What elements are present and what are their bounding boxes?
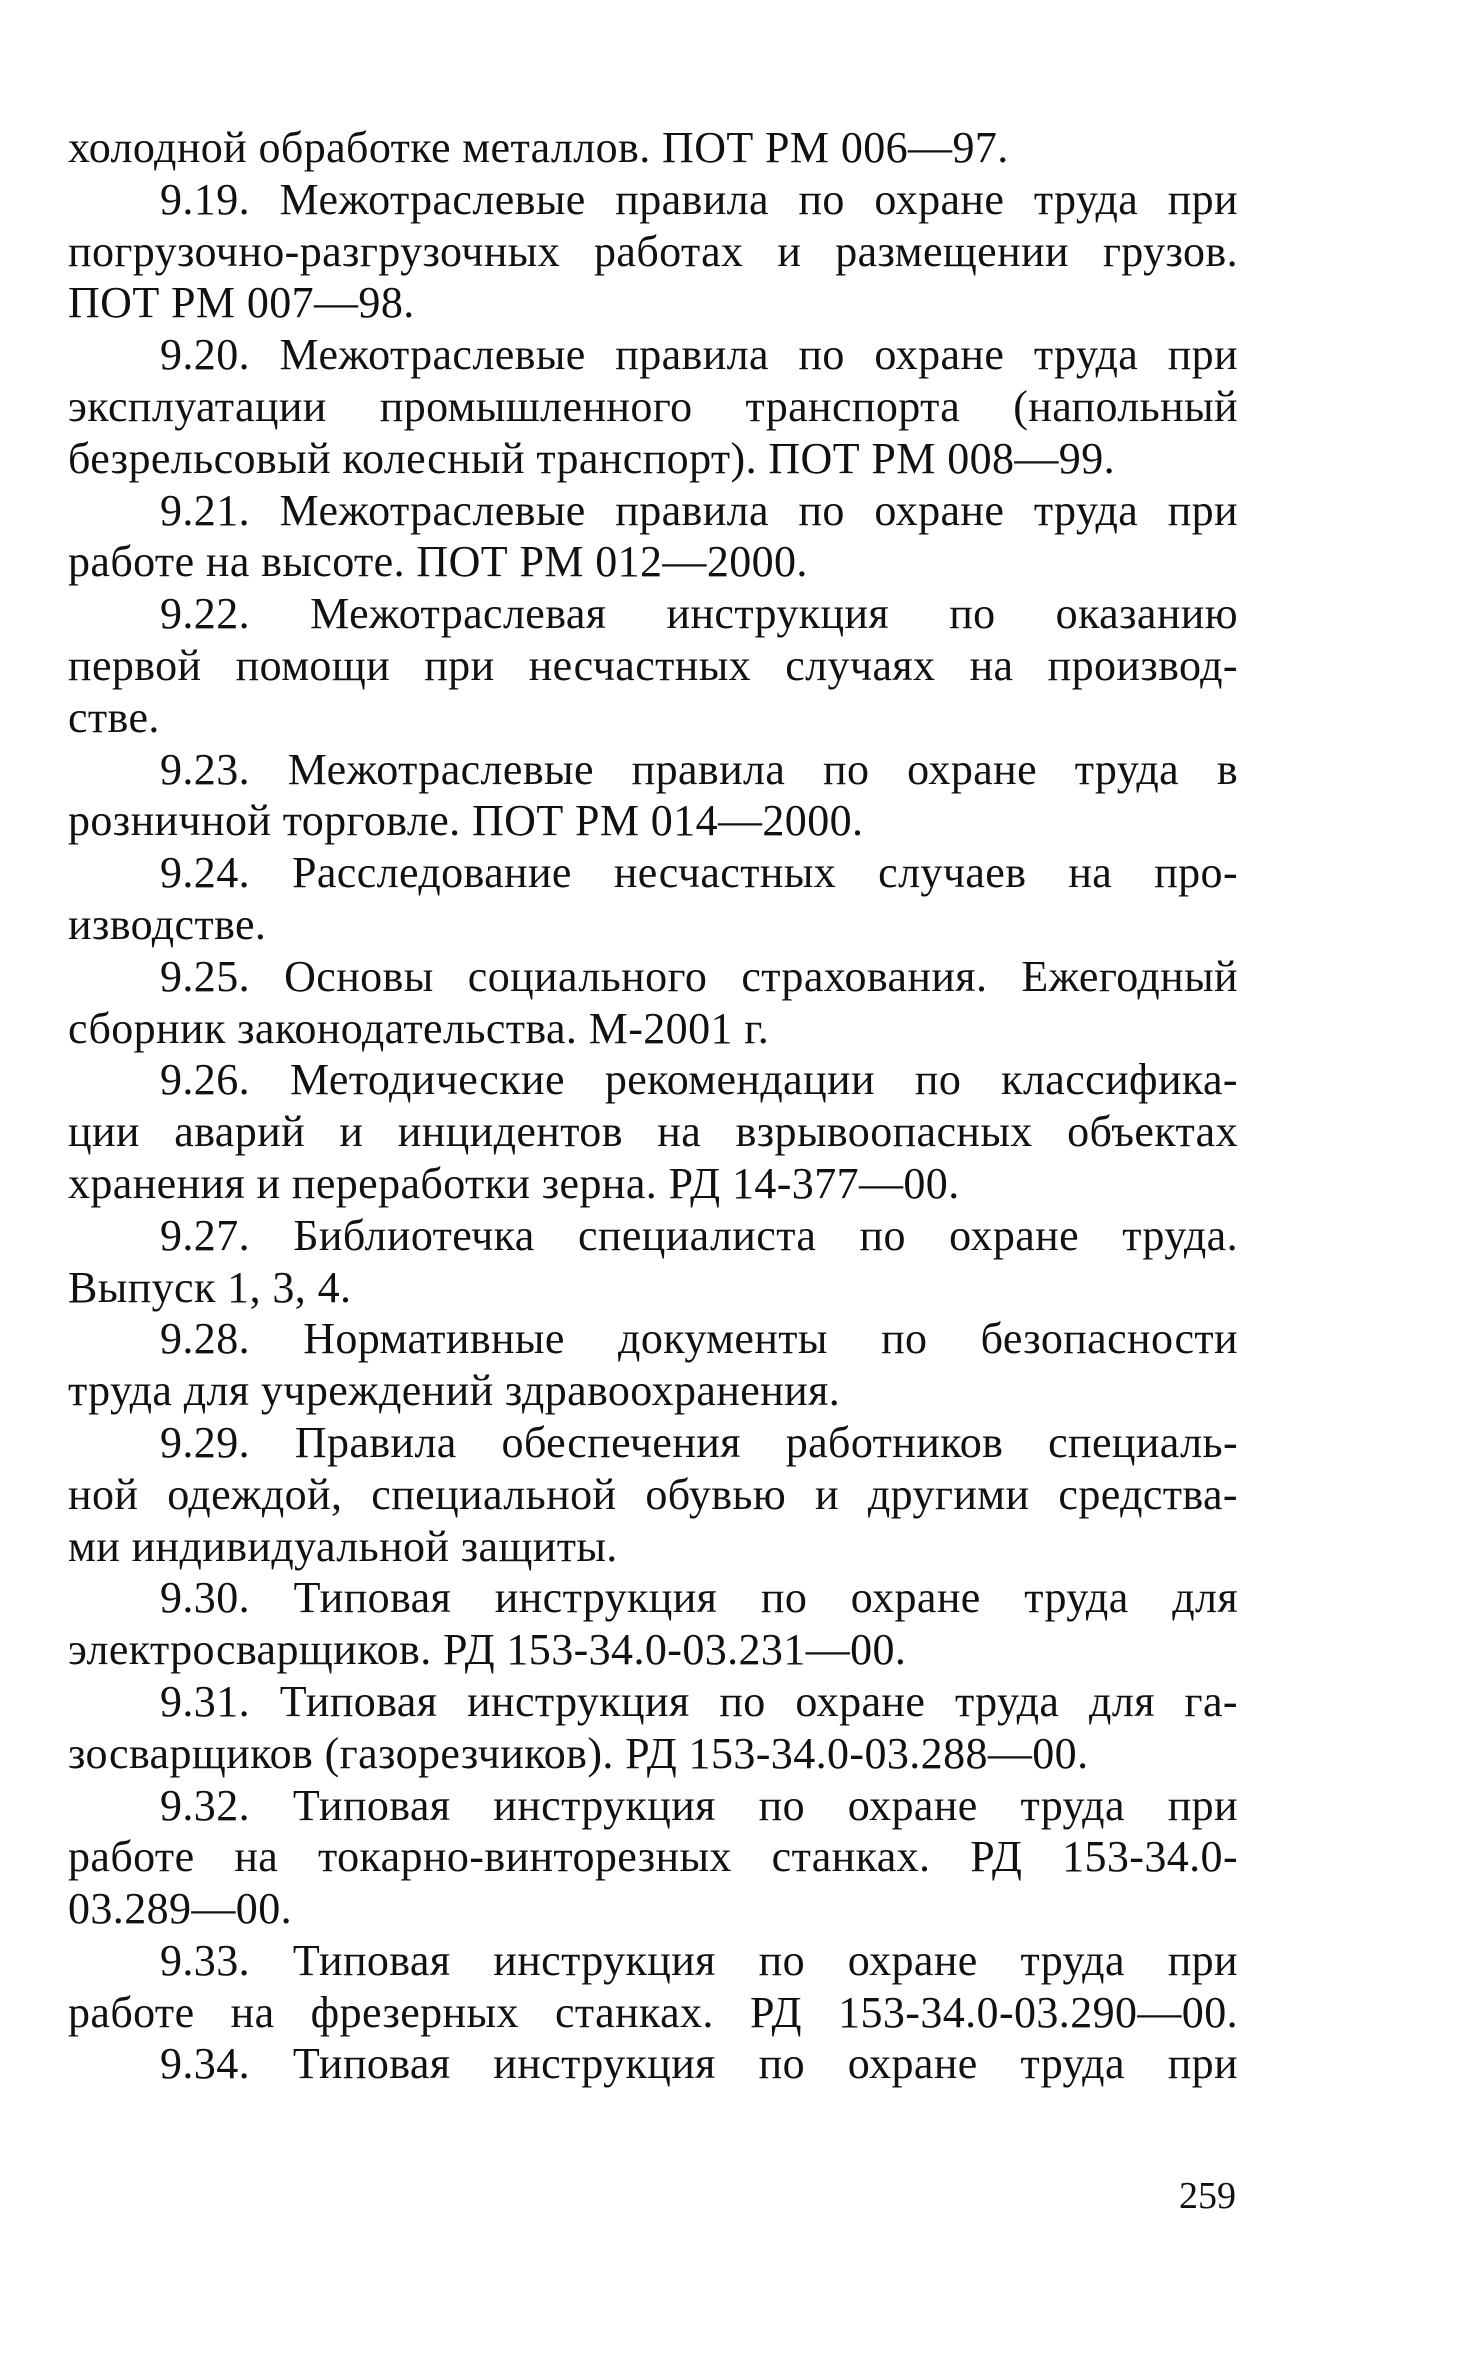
text-line: 9.27. Библиотечка специалиста по охране труда. bbox=[160, 1210, 1238, 1260]
text-line: 9.23. Межотраслевые правила по охране труда в bbox=[160, 744, 1238, 794]
text-line: труда для учреждений здравоохранения. bbox=[68, 1366, 841, 1416]
text-line: первой помощи при несчастных случаях на производ- bbox=[68, 640, 1238, 690]
text-line: 9.26. Методические рекомендации по классифика- bbox=[160, 1055, 1238, 1105]
text-line: 9.30. Типовая инструкция по охране труда для bbox=[160, 1573, 1238, 1623]
text-line: стве. bbox=[68, 692, 160, 742]
text-line: ной одеждой, специальной обувью и другими средства- bbox=[68, 1469, 1238, 1519]
text-line: 9.25. Основы социального страхования. Ежегодный bbox=[160, 951, 1238, 1001]
text-line: сборник законодательства. М-2001 г. bbox=[68, 1003, 770, 1053]
text-line: 9.29. Правила обеспечения работников специаль- bbox=[160, 1417, 1238, 1467]
text-line: 9.34. Типовая инструкция по охране труда при bbox=[160, 2039, 1238, 2089]
text-line: 9.19. Межотраслевые правила по охране труда при bbox=[160, 174, 1238, 224]
text-line: Выпуск 1, 3, 4. bbox=[68, 1262, 352, 1312]
text-line: электросварщиков. РД 153-34.0-03.231—00. bbox=[68, 1625, 907, 1675]
text-line: зосварщиков (газорезчиков). РД 153-34.0-03.288—00. bbox=[68, 1728, 1089, 1778]
text-line: 03.289—00. bbox=[68, 1884, 292, 1934]
text-line: 9.28. Нормативные документы по безопасности bbox=[160, 1314, 1238, 1364]
text-line: 9.24. Расследование несчастных случаев на про- bbox=[160, 848, 1238, 898]
page-number: 259 bbox=[1179, 2175, 1236, 2217]
text-line: 9.21. Межотраслевые правила по охране труда при bbox=[160, 485, 1238, 535]
document-body bbox=[68, 122, 1238, 2090]
text-line: 9.31. Типовая инструкция по охране труда для га- bbox=[160, 1676, 1238, 1726]
text-line: ми индивидуальной защиты. bbox=[68, 1521, 618, 1571]
text-line: 9.20. Межотраслевые правила по охране труда при bbox=[160, 330, 1238, 380]
text-line: работе на высоте. ПОТ РМ 012—2000. bbox=[68, 537, 808, 587]
text-line: хранения и переработки зерна. РД 14-377—00. bbox=[68, 1158, 960, 1208]
text-line: эксплуатации промышленного транспорта (напольный bbox=[68, 381, 1238, 431]
text-line: 9.32. Типовая инструкция по охране труда при bbox=[160, 1780, 1238, 1830]
text-line: безрельсовый колесный транспорт). ПОТ РМ 008—99. bbox=[68, 433, 1115, 483]
text-line: изводстве. bbox=[68, 899, 267, 949]
text-line: холодной обработке металлов. ПОТ РМ 006—97. bbox=[68, 123, 1009, 172]
text-line: ции аварий и инцидентов на взрывоопасных объектах bbox=[68, 1107, 1238, 1157]
text-line: 9.22. Межотраслевая инструкция по оказанию bbox=[160, 589, 1238, 639]
text-line: работе на токарно-винторезных станках. РД 153-34.0- bbox=[68, 1832, 1238, 1882]
text-line: погрузочно-разгрузочных работах и размещении грузов. bbox=[68, 226, 1238, 276]
text-line: 9.33. Типовая инструкция по охране труда при bbox=[160, 1935, 1238, 1985]
text-line: работе на фрезерных станках. РД 153-34.0-03.290—00. bbox=[68, 1987, 1238, 2037]
text-line: ПОТ РМ 007—98. bbox=[68, 278, 415, 328]
text-line: розничной торговле. ПОТ РМ 014—2000. bbox=[68, 796, 864, 846]
